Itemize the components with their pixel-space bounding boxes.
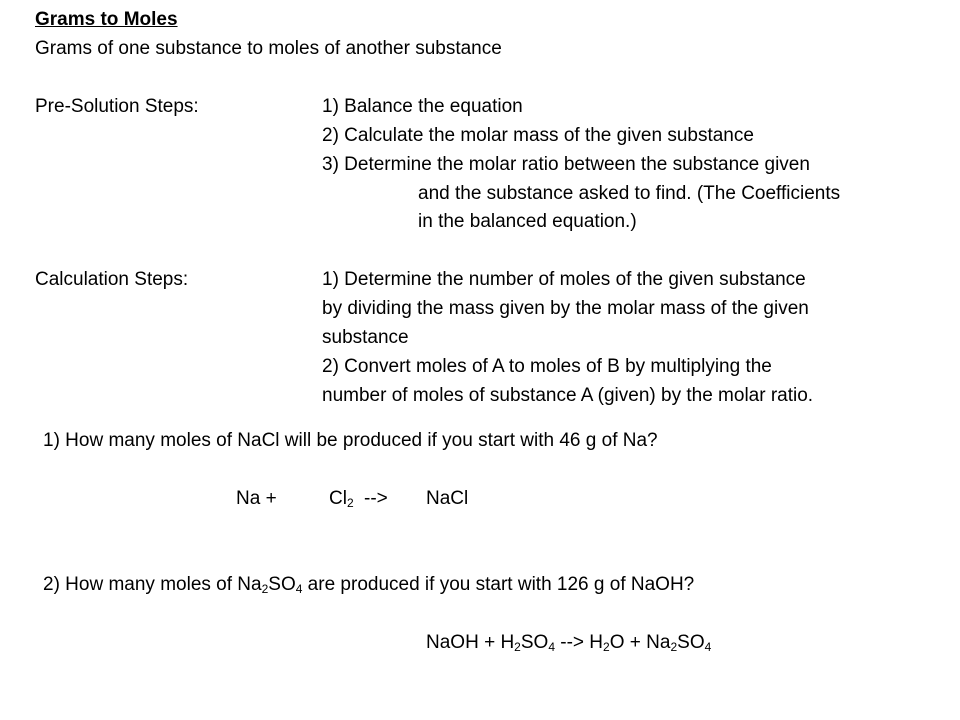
- q2-part-1: 2) How many moles of Na: [43, 574, 262, 595]
- eq2-sub-5: 4: [704, 640, 712, 654]
- eq2-part-2: SO: [520, 632, 549, 653]
- eq2-part-1: NaOH + H: [426, 632, 515, 653]
- problem-2-equation: [426, 631, 711, 655]
- eq2-part-3: --> H: [555, 632, 604, 653]
- pre-solution-step-3-line-3: in the balanced equation.): [418, 211, 637, 232]
- problem-1-question: 1) How many moles of NaCl will be produced if you start with 46 g of Na?: [43, 430, 658, 451]
- calculation-step-2-line-2: number of moles of substance A (given) by the molar ratio.: [322, 385, 814, 406]
- eq-product-nacl: NaCl: [426, 488, 469, 509]
- problem-2-question: [43, 573, 694, 597]
- eq2-part-5: SO: [677, 632, 705, 653]
- q2-sub-2: 4: [295, 582, 303, 596]
- q2-part-2: SO: [268, 574, 296, 595]
- eq2-sub-4: 2: [670, 640, 678, 654]
- pre-solution-step-2: 2) Calculate the molar mass of the given substance: [322, 125, 754, 146]
- calculation-step-2-line-1: 2) Convert moles of A to moles of B by multiplying the: [322, 356, 772, 377]
- pre-solution-step-3-line-1: 3) Determine the molar ratio between the substance given: [322, 154, 810, 175]
- q2-sub-1: 2: [261, 582, 269, 596]
- eq-arrow: -->: [364, 488, 388, 509]
- calculation-step-1-line-1: 1) Determine the number of moles of the given substance: [322, 269, 806, 290]
- eq2-part-4: O + Na: [609, 632, 671, 653]
- pre-solution-step-3-line-2: and the substance asked to find. (The Coefficients: [418, 183, 841, 204]
- calculation-step-1-line-2: by dividing the mass given by the molar mass of the given: [322, 298, 809, 319]
- eq-cl-subscript: 2: [346, 496, 354, 510]
- page-subtitle: Grams of one substance to moles of another substance: [35, 38, 502, 59]
- calculation-step-1-line-3: substance: [322, 327, 409, 348]
- eq-cl-symbol: Cl: [329, 488, 347, 509]
- pre-solution-label: Pre-Solution Steps:: [35, 96, 199, 117]
- eq-reactant-na: Na +: [236, 488, 277, 509]
- eq2-sub-2: 4: [548, 640, 555, 654]
- q2-part-3: are produced if you start with 126 g of NaOH?: [302, 574, 695, 595]
- eq-reactant-cl2: [329, 487, 354, 511]
- page-title: Grams to Moles: [35, 9, 178, 30]
- pre-solution-step-1: 1) Balance the equation: [322, 96, 523, 117]
- calculation-label: Calculation Steps:: [35, 269, 189, 290]
- eq2-sub-3: 2: [603, 640, 610, 654]
- eq2-sub-1: 2: [514, 640, 521, 654]
